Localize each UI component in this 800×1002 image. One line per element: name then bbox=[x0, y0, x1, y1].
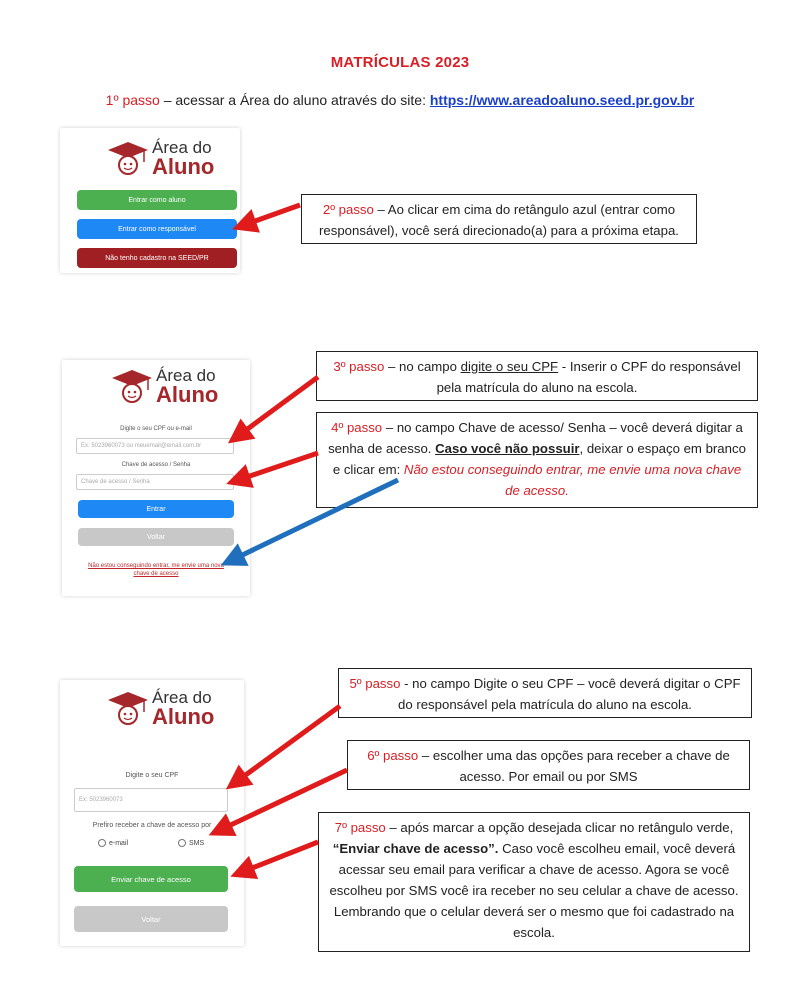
step-4-pre: – no campo Chave de acesso/ Senha – você deverá digitar a senha de acesso. bbox=[328, 420, 743, 456]
email-option-label: e-mail bbox=[109, 839, 129, 847]
step-6-label: 6º passo bbox=[367, 748, 419, 763]
step-7-bold: “Enviar chave de acesso”. bbox=[332, 841, 499, 856]
step-7-pre: – após marcar a opção desejada clicar no retângulo verde, bbox=[385, 820, 734, 835]
arrow-step-5 bbox=[236, 706, 340, 782]
step-1-text: – acessar a Área do aluno através do site: bbox=[159, 92, 430, 108]
logo-line-2: Aluno bbox=[152, 703, 215, 729]
step-7-post: Caso você escolheu email, você deverá acessar seu email para verificar a chave de acesso. Agora se você escolheu por SMS você ira receber no seu celular a chave de acesso. Lembrando que o celular deverá ser o mesmo que foi cadastrado na escola. bbox=[329, 841, 739, 940]
arrow-step-3 bbox=[238, 377, 318, 436]
step-3-post: - Inserir o CPF do responsável pela matrícula do aluno na escola. bbox=[436, 359, 741, 395]
step-4-label: 4º passo bbox=[331, 420, 383, 435]
forgot-access-key-link[interactable]: Não estou conseguindo entrar, me envie uma nova chave de acesso bbox=[88, 563, 224, 578]
arrow-step-4 bbox=[238, 453, 318, 480]
arrow-step-2 bbox=[244, 205, 300, 225]
enter-as-guardian-button[interactable]: Entrar como responsável bbox=[77, 219, 237, 239]
site-link[interactable]: https://www.areadoaluno.seed.pr.gov.br bbox=[429, 92, 695, 108]
enter-as-student-button[interactable]: Entrar como aluno bbox=[77, 190, 237, 210]
back-button-3[interactable]: Voltar bbox=[74, 906, 228, 932]
logo-line-2: Aluno bbox=[152, 153, 215, 179]
send-access-key-button[interactable]: Enviar chave de acesso bbox=[74, 866, 228, 892]
logo-line-1: Área do bbox=[156, 365, 216, 385]
step-3-pre: – no campo bbox=[384, 359, 461, 374]
step-1-label: 1º passo bbox=[105, 92, 160, 108]
step-5-label: 5º passo bbox=[349, 676, 401, 691]
logo-line-2: Aluno bbox=[156, 381, 219, 407]
logo-line-1: Área do bbox=[152, 687, 212, 707]
preference-label: Prefiro receber a chave de acesso por bbox=[92, 822, 212, 829]
step-4-mid: , deixar o espaço em branco e clicar em: bbox=[332, 441, 746, 477]
cpf-email-label: Digite o seu CPF ou e-mail bbox=[120, 426, 192, 432]
access-key-label: Chave de acesso / Senha bbox=[121, 462, 191, 468]
step-6-text: – escolher uma das opções para receber a chave de acesso. Por email ou por SMS bbox=[418, 748, 730, 784]
step-3-label: 3º passo bbox=[333, 359, 385, 374]
step-2-text: – Ao clicar em cima do retângulo azul (entrar como responsável), você será direcionado(a) para a próxima etapa. bbox=[319, 202, 679, 238]
back-button[interactable]: Voltar bbox=[78, 528, 234, 546]
step-7-label: 7º passo bbox=[334, 820, 386, 835]
sms-option-label: SMS bbox=[189, 839, 205, 847]
step-4-bold: Caso você não possuir bbox=[435, 441, 580, 456]
cpf-email-input[interactable]: Ex: 5023960073 ou meuemail@email.com.br bbox=[76, 438, 234, 454]
arrow-step-4-link bbox=[232, 480, 398, 560]
step-4-italic: Não estou conseguindo entrar, me envie uma nova chave de acesso. bbox=[403, 462, 742, 498]
no-register-button[interactable]: Não tenho cadastro na SEED/PR bbox=[77, 248, 237, 268]
enter-button[interactable]: Entrar bbox=[78, 500, 234, 518]
step-3-underlined: digite o seu CPF bbox=[460, 359, 559, 374]
cpf-input[interactable]: Ex: 5023960073 bbox=[74, 788, 228, 812]
access-key-input[interactable]: Chave de acesso / Senha bbox=[76, 474, 234, 490]
step-2-label: 2º passo bbox=[322, 202, 374, 217]
step-5-text: - no campo Digite o seu CPF – você deverá digitar o CPF do responsável pela matrícula do aluno na escola. bbox=[398, 676, 741, 712]
logo-line-1: Área do bbox=[152, 137, 212, 157]
cpf-label: Digite o seu CPF bbox=[125, 772, 179, 779]
arrow-step-7 bbox=[242, 842, 318, 872]
page-title: MATRÍCULAS 2023 bbox=[330, 54, 470, 71]
